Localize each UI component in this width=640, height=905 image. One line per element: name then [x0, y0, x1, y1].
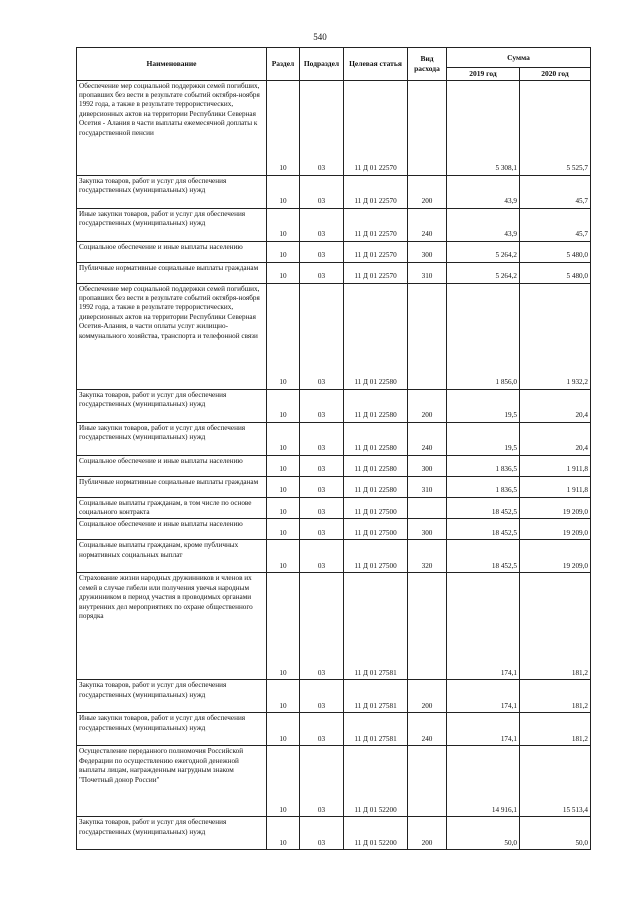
row-razdel: 10: [267, 389, 300, 422]
row-amount-2020: 45,7: [520, 175, 591, 208]
row-target: 11 Д 01 22580: [344, 476, 408, 497]
row-name: Обеспечение мер социальной поддержки семей погибших, пропавших без вести в результате событий октября-ноября 1992 года, а также в результате террористических, диверсионных актов на территории Республики Северная Осетия - Алания в части выплаты ежемесячной доплаты к государственной пенсии: [77, 80, 267, 175]
row-podrazdel: 03: [300, 208, 344, 241]
row-target: 11 Д 01 22570: [344, 80, 408, 175]
row-target: 11 Д 01 22570: [344, 208, 408, 241]
row-amount-2019: 43,9: [447, 175, 520, 208]
row-amount-2020: 1 932,2: [520, 283, 591, 389]
row-podrazdel: 03: [300, 476, 344, 497]
table-row: [77, 519, 591, 540]
row-razdel: 10: [267, 241, 300, 262]
row-name: Публичные нормативные социальные выплаты гражданам: [77, 262, 267, 283]
row-name: Иные закупки товаров, работ и услуг для обеспечения государственных (муниципальных) нужд: [77, 713, 267, 746]
row-vid: 240: [408, 713, 447, 746]
row-amount-2019: 1 836,5: [447, 455, 520, 476]
table-row: [77, 573, 591, 680]
row-amount-2020: 19 209,0: [520, 519, 591, 540]
row-razdel: 10: [267, 540, 300, 573]
row-razdel: 10: [267, 208, 300, 241]
row-amount-2019: 18 452,5: [447, 540, 520, 573]
row-razdel: 10: [267, 519, 300, 540]
row-podrazdel: 03: [300, 746, 344, 817]
row-razdel: 10: [267, 573, 300, 680]
row-vid: 310: [408, 476, 447, 497]
row-amount-2019: 18 452,5: [447, 497, 520, 519]
row-amount-2019: 1 856,0: [447, 283, 520, 389]
row-vid: 300: [408, 455, 447, 476]
header-razdel: Раздел: [267, 48, 300, 81]
row-amount-2020: 20,4: [520, 389, 591, 422]
row-vid: [408, 497, 447, 519]
row-target: 11 Д 01 22570: [344, 175, 408, 208]
row-podrazdel: 03: [300, 713, 344, 746]
row-target: 11 Д 01 22580: [344, 389, 408, 422]
row-razdel: 10: [267, 80, 300, 175]
header-vid: Вид расхода: [408, 48, 447, 81]
table-row: [77, 476, 591, 497]
header-target: Целевая статья: [344, 48, 408, 81]
table-row: [77, 422, 591, 455]
row-podrazdel: 03: [300, 80, 344, 175]
row-vid: 200: [408, 175, 447, 208]
row-amount-2020: 50,0: [520, 817, 591, 850]
row-vid: [408, 746, 447, 817]
row-name: Социальное обеспечение и иные выплаты населению: [77, 519, 267, 540]
row-target: 11 Д 01 52200: [344, 746, 408, 817]
row-podrazdel: 03: [300, 389, 344, 422]
row-vid: 200: [408, 389, 447, 422]
row-amount-2020: 45,7: [520, 208, 591, 241]
row-amount-2019: 1 836,5: [447, 476, 520, 497]
row-amount-2019: 18 452,5: [447, 519, 520, 540]
row-amount-2019: 5 308,1: [447, 80, 520, 175]
row-razdel: 10: [267, 476, 300, 497]
row-name: Иные закупки товаров, работ и услуг для обеспечения государственных (муниципальных) нужд: [77, 422, 267, 455]
row-amount-2020: 5 525,7: [520, 80, 591, 175]
row-razdel: 10: [267, 262, 300, 283]
row-podrazdel: 03: [300, 241, 344, 262]
table-row: [77, 175, 591, 208]
row-vid: 320: [408, 540, 447, 573]
row-vid: 310: [408, 262, 447, 283]
row-podrazdel: 03: [300, 283, 344, 389]
table-row: [77, 208, 591, 241]
row-amount-2019: 174,1: [447, 713, 520, 746]
row-amount-2020: 181,2: [520, 713, 591, 746]
header-2020: 2020 год: [520, 68, 591, 81]
row-podrazdel: 03: [300, 817, 344, 850]
row-target: 11 Д 01 27581: [344, 680, 408, 713]
table-row: [77, 680, 591, 713]
row-razdel: 10: [267, 713, 300, 746]
row-vid: 240: [408, 208, 447, 241]
row-name: Страхование жизни народных дружинников и членов их семей в случае гибели или получения увечья народным дружинником в период участия в проводимых органами внутренних дел мероприятиях по охране общественного порядка: [77, 573, 267, 680]
row-podrazdel: 03: [300, 422, 344, 455]
row-vid: [408, 573, 447, 680]
table-row: [77, 80, 591, 175]
row-target: 11 Д 01 27581: [344, 573, 408, 680]
row-podrazdel: 03: [300, 497, 344, 519]
row-vid: 240: [408, 422, 447, 455]
table-row: [77, 389, 591, 422]
page-number: 540: [313, 32, 327, 42]
row-amount-2019: 174,1: [447, 680, 520, 713]
row-target: 11 Д 01 27581: [344, 713, 408, 746]
table-row: [77, 455, 591, 476]
row-name: Социальное обеспечение и иные выплаты населению: [77, 455, 267, 476]
row-vid: 200: [408, 817, 447, 850]
row-amount-2019: 5 264,2: [447, 262, 520, 283]
row-amount-2020: 1 911,8: [520, 455, 591, 476]
row-razdel: 10: [267, 680, 300, 713]
row-podrazdel: 03: [300, 540, 344, 573]
row-amount-2019: 14 916,1: [447, 746, 520, 817]
row-podrazdel: 03: [300, 573, 344, 680]
table-row: [77, 497, 591, 519]
row-target: 11 Д 01 52200: [344, 817, 408, 850]
row-amount-2020: 181,2: [520, 680, 591, 713]
row-razdel: 10: [267, 746, 300, 817]
row-amount-2020: 19 209,0: [520, 540, 591, 573]
table-row: [77, 540, 591, 573]
row-target: 11 Д 01 22580: [344, 283, 408, 389]
table-row: [77, 241, 591, 262]
row-target: 11 Д 01 27500: [344, 497, 408, 519]
row-target: 11 Д 01 22570: [344, 241, 408, 262]
header-2019: 2019 год: [447, 68, 520, 81]
row-amount-2019: 174,1: [447, 573, 520, 680]
row-name: Закупка товаров, работ и услуг для обеспечения государственных (муниципальных) нужд: [77, 680, 267, 713]
row-amount-2019: 19,5: [447, 422, 520, 455]
row-vid: [408, 80, 447, 175]
row-name: Социальное обеспечение и иные выплаты населению: [77, 241, 267, 262]
row-name: Закупка товаров, работ и услуг для обеспечения государственных (муниципальных) нужд: [77, 817, 267, 850]
row-amount-2020: 5 480,0: [520, 241, 591, 262]
row-name: Иные закупки товаров, работ и услуг для обеспечения государственных (муниципальных) нужд: [77, 208, 267, 241]
row-amount-2019: 5 264,2: [447, 241, 520, 262]
row-target: 11 Д 01 22570: [344, 262, 408, 283]
table-row: [77, 713, 591, 746]
row-razdel: 10: [267, 817, 300, 850]
header-sum: Сумма: [447, 48, 591, 68]
row-vid: 200: [408, 680, 447, 713]
row-amount-2020: 181,2: [520, 573, 591, 680]
row-amount-2020: 19 209,0: [520, 497, 591, 519]
row-razdel: 10: [267, 175, 300, 208]
row-amount-2019: 50,0: [447, 817, 520, 850]
row-target: 11 Д 01 22580: [344, 455, 408, 476]
row-podrazdel: 03: [300, 519, 344, 540]
row-target: 11 Д 01 22580: [344, 422, 408, 455]
row-vid: 300: [408, 519, 447, 540]
row-podrazdel: 03: [300, 680, 344, 713]
row-amount-2020: 5 480,0: [520, 262, 591, 283]
row-name: Закупка товаров, работ и услуг для обеспечения государственных (муниципальных) нужд: [77, 389, 267, 422]
header-podrazdel: Подраздел: [300, 48, 344, 81]
table-row: [77, 746, 591, 817]
row-vid: [408, 283, 447, 389]
row-name: Обеспечение мер социальной поддержки семей погибших, пропавших без вести в результате событий октября-ноября 1992 года, а также в результате террористических, диверсионных актов на территории Республики Северная Осетия-Алания, в части оплаты услуг жилищно-коммунального хозяйства, транспорта и телефонной связи: [77, 283, 267, 389]
row-name: Социальные выплаты гражданам, в том числе по основе социального контракта: [77, 497, 267, 519]
row-target: 11 Д 01 27500: [344, 540, 408, 573]
row-name: Публичные нормативные социальные выплаты гражданам: [77, 476, 267, 497]
row-razdel: 10: [267, 455, 300, 476]
budget-table: [76, 47, 591, 850]
header-name: Наименование: [77, 48, 267, 81]
table-row: [77, 262, 591, 283]
table-row: [77, 817, 591, 850]
row-name: Социальные выплаты гражданам, кроме публичных нормативных социальных выплат: [77, 540, 267, 573]
row-razdel: 10: [267, 497, 300, 519]
row-podrazdel: 03: [300, 455, 344, 476]
row-razdel: 10: [267, 422, 300, 455]
table-row: [77, 283, 591, 389]
row-razdel: 10: [267, 283, 300, 389]
row-podrazdel: 03: [300, 262, 344, 283]
row-vid: 300: [408, 241, 447, 262]
row-amount-2020: 15 513,4: [520, 746, 591, 817]
row-amount-2020: 1 911,8: [520, 476, 591, 497]
row-name: Закупка товаров, работ и услуг для обеспечения государственных (муниципальных) нужд: [77, 175, 267, 208]
row-amount-2019: 43,9: [447, 208, 520, 241]
row-target: 11 Д 01 27500: [344, 519, 408, 540]
row-amount-2019: 19,5: [447, 389, 520, 422]
row-name: Осуществление переданного полномочия Российской Федерации по осуществлению ежегодной денежной выплаты лицам, награжденным нагрудным знаком "Почетный донор России": [77, 746, 267, 817]
row-amount-2020: 20,4: [520, 422, 591, 455]
row-podrazdel: 03: [300, 175, 344, 208]
